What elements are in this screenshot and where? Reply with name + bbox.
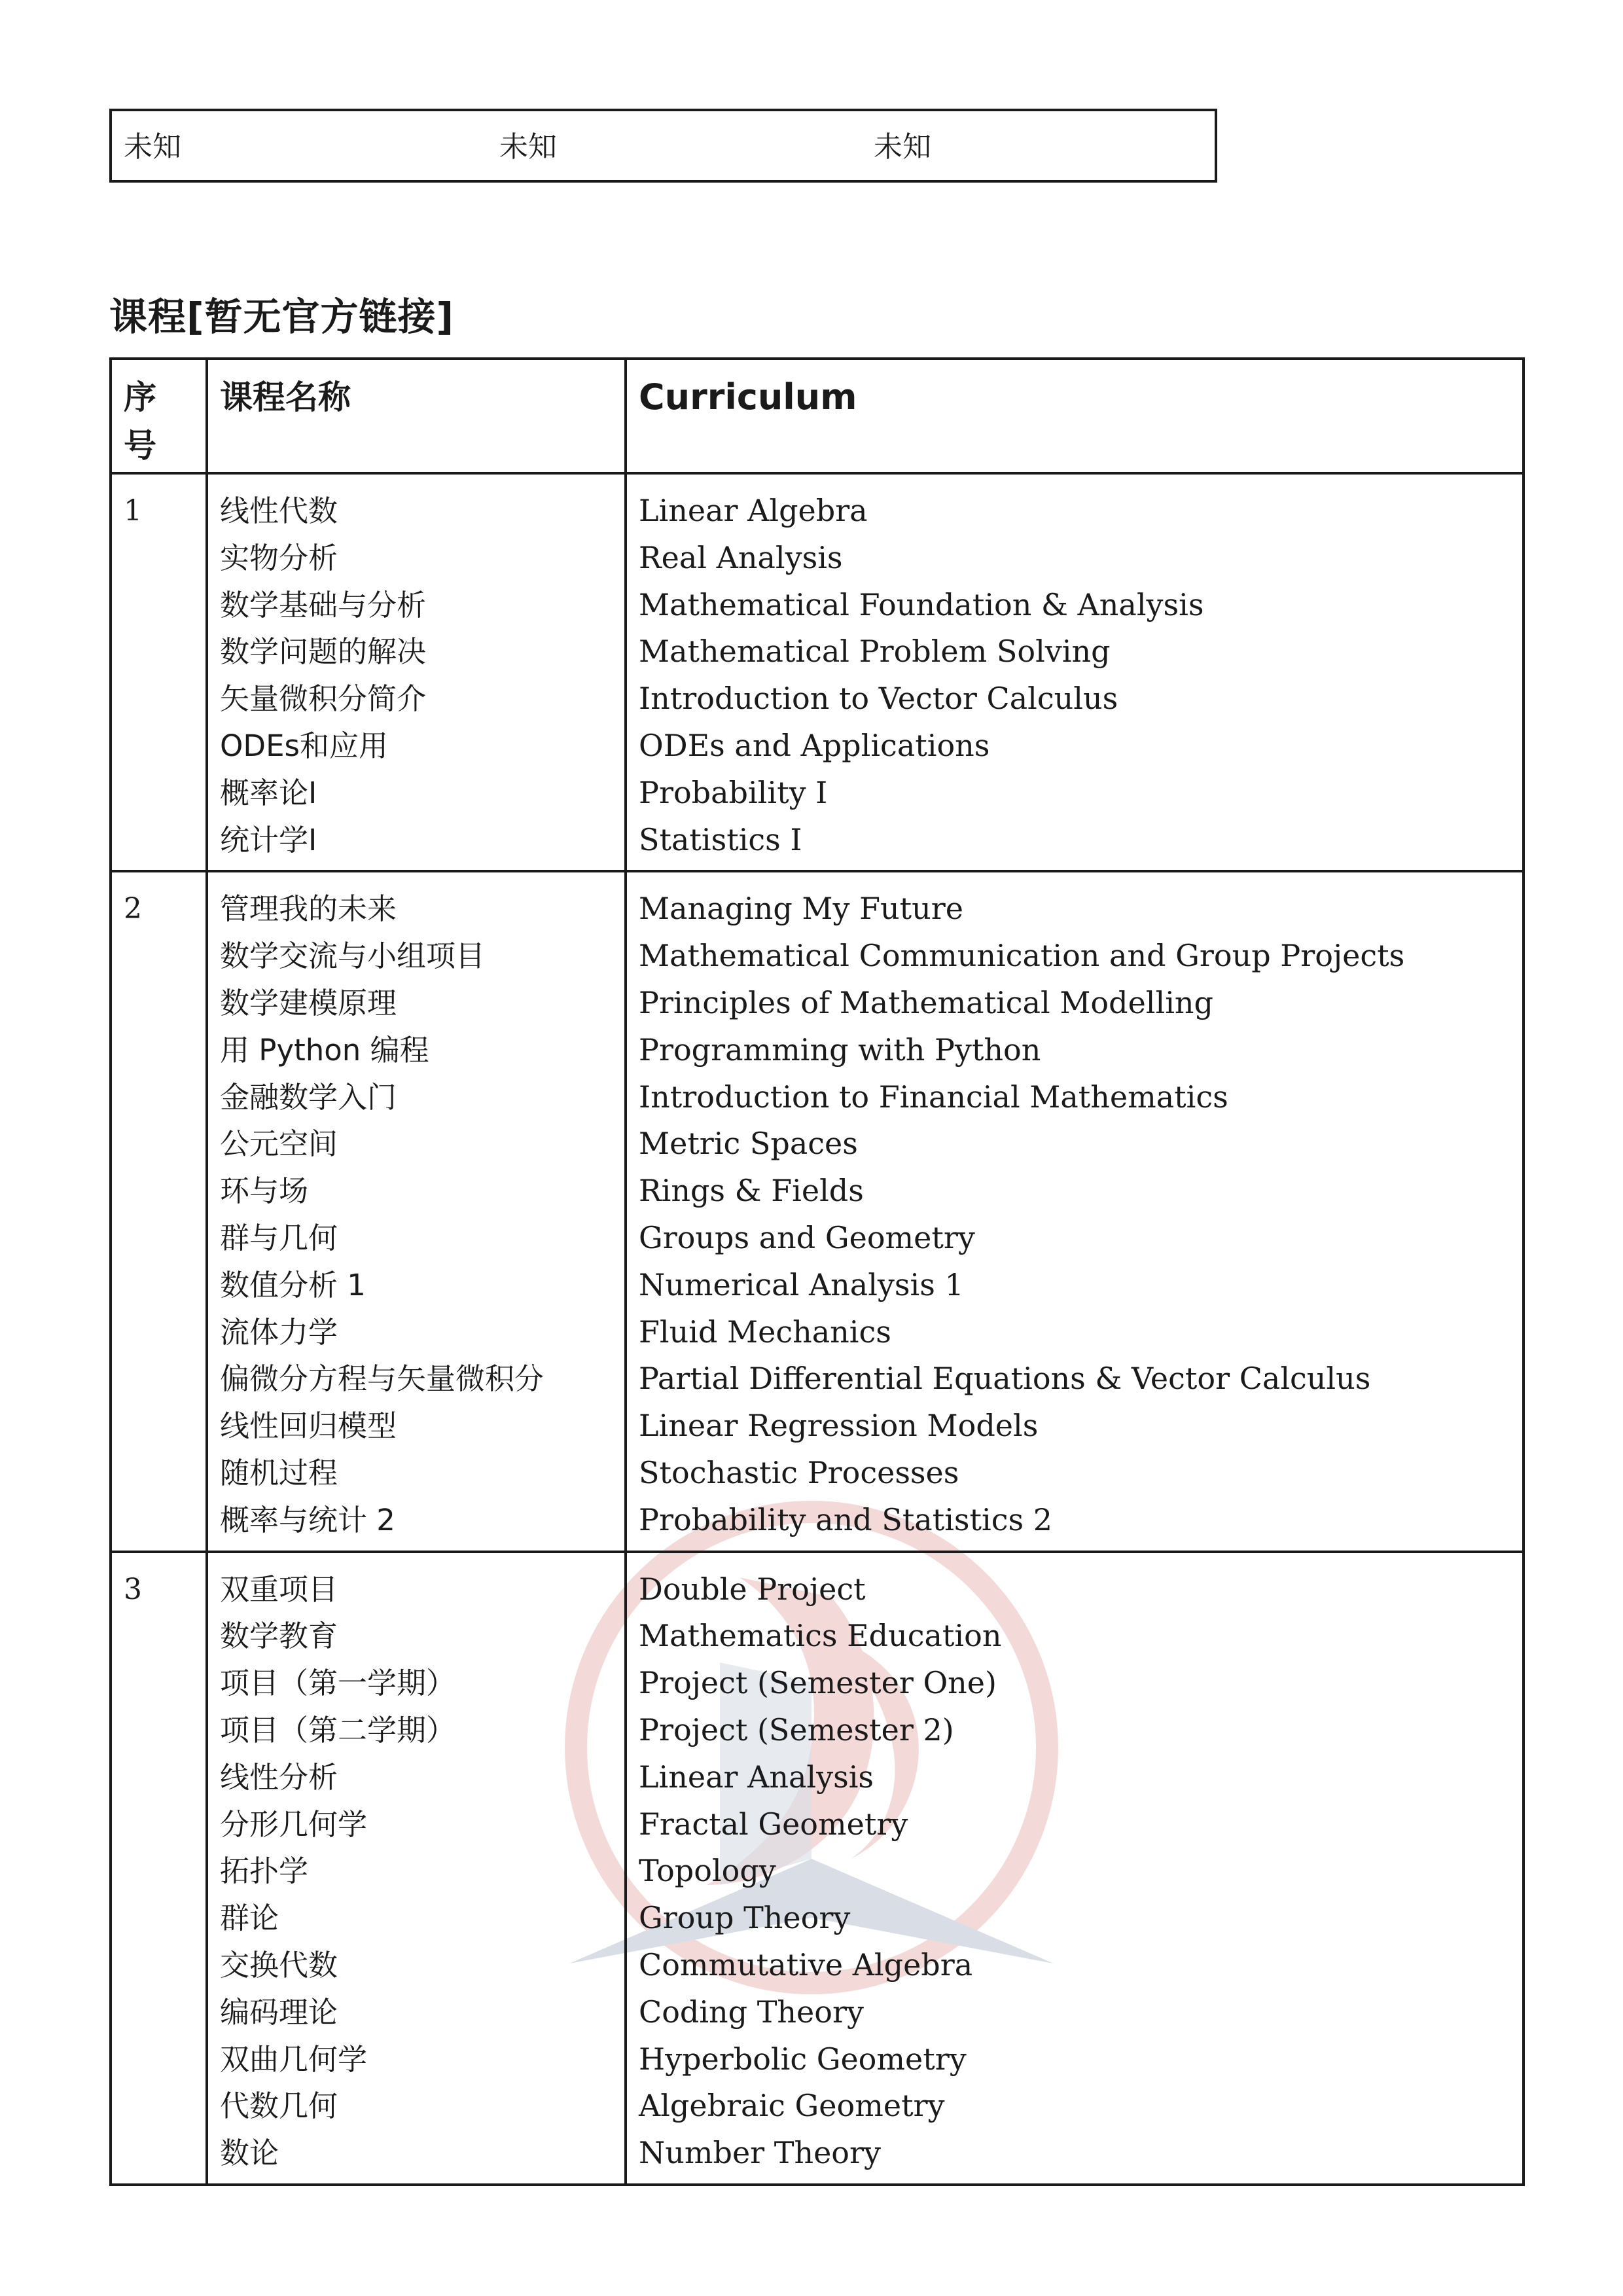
course-name-cn-item: 数学建模原理 <box>220 985 397 1020</box>
course-name-cn-item: 金融数学入门 <box>220 1079 397 1115</box>
table-row <box>111 871 1524 1551</box>
course-name-cn-item: 双曲几何学 <box>220 2041 368 2077</box>
course-name-en-item: Hyperbolic Geometry <box>639 2041 967 2077</box>
course-name-cn-item: 线性分析 <box>220 1759 338 1795</box>
course-name-en-cell <box>626 871 1524 1551</box>
course-name-cn-item: 代数几何 <box>220 2089 338 2124</box>
course-name-en-item: Linear Regression Models <box>639 1408 1039 1444</box>
course-name-cn-item: 随机过程 <box>220 1455 338 1490</box>
row-number: 1 <box>124 494 142 528</box>
header-no-line2: 号 <box>124 427 156 465</box>
course-name-cn-item: 数论 <box>220 2136 279 2171</box>
course-name-cn-item: 线性代数 <box>220 493 338 528</box>
course-name-cn-item: 交换代数 <box>220 1947 338 1982</box>
course-name-cn-item: 概率与统计 2 <box>220 1502 395 1537</box>
course-name-en-item: Group Theory <box>639 1900 851 1936</box>
course-name-cn-item: 拓扑学 <box>220 1854 309 1889</box>
course-name-cn-item: 项目（第二学期） <box>220 1712 456 1748</box>
course-name-cn-item: 双重项目 <box>220 1571 338 1607</box>
course-name-en-item: Mathematical Problem Solving <box>639 634 1111 670</box>
top-info-box <box>109 109 1217 183</box>
course-name-en-item: Probability and Statistics 2 <box>639 1501 1052 1537</box>
top-box-value-3: 未知 <box>874 130 931 164</box>
header-course-name <box>207 359 626 473</box>
course-name-en-item: Managing My Future <box>639 891 964 927</box>
course-name-cn-item: 群论 <box>220 1901 279 1936</box>
course-name-cn-item: 统计学I <box>220 822 317 857</box>
course-name-cn-cell <box>207 473 626 871</box>
course-name-en-item: Commutative Algebra <box>639 1946 973 1982</box>
top-box-value-2: 未知 <box>499 130 557 164</box>
course-name-cn-item: ODEs和应用 <box>220 728 388 763</box>
course-name-en-item: Linear Analysis <box>639 1759 874 1795</box>
course-name-en-item: Programming with Python <box>639 1031 1041 1067</box>
header-curriculum <box>626 359 1524 473</box>
course-name-en-item: Principles of Mathematical Modelling <box>639 984 1213 1020</box>
course-name-cn-item: 公元空间 <box>220 1126 338 1162</box>
row-number-cell <box>111 871 207 1551</box>
course-name-cn-item: 流体力学 <box>220 1314 338 1350</box>
course-name-en-item: Coding Theory <box>639 1994 864 2030</box>
course-table <box>109 357 1525 2186</box>
course-name-en-item: Introduction to Financial Mathematics <box>639 1079 1228 1115</box>
course-name-cn-item: 数学交流与小组项目 <box>220 939 486 974</box>
course-name-en-item: Numerical Analysis 1 <box>639 1266 964 1302</box>
course-name-cn-cell <box>207 1552 626 2185</box>
row-number-cell <box>111 1552 207 2185</box>
course-name-cn-item: 实物分析 <box>220 540 338 575</box>
row-number-cell <box>111 473 207 871</box>
course-name-cn-item: 数学基础与分析 <box>220 587 427 622</box>
header-no <box>111 359 207 473</box>
course-name-en-item: Rings & Fields <box>639 1173 864 1209</box>
course-name-en-item: ODEs and Applications <box>639 727 990 763</box>
course-name-en-item: Partial Differential Equations & Vector Calculus <box>639 1361 1371 1397</box>
header-course-name-text: 课程名称 <box>220 378 351 416</box>
course-name-en-item: Statistics I <box>639 821 802 857</box>
course-name-cn-item: 管理我的未来 <box>220 891 397 927</box>
course-name-cn-item: 用 Python 编程 <box>220 1032 429 1067</box>
course-name-en-item: Metric Spaces <box>639 1126 858 1162</box>
course-name-cn-item: 概率论I <box>220 775 317 810</box>
course-name-en-item: Algebraic Geometry <box>639 2088 945 2124</box>
top-box-value-1: 未知 <box>124 130 181 164</box>
course-name-cn-item: 数值分析 1 <box>220 1267 366 1302</box>
course-name-cn-item: 群与几何 <box>220 1220 338 1255</box>
course-table-body <box>111 473 1524 2185</box>
course-name-en-item: Stochastic Processes <box>639 1454 959 1490</box>
course-name-cn-item: 项目（第一学期） <box>220 1666 456 1701</box>
course-name-en-item: Mathematics Education <box>639 1618 1002 1654</box>
course-name-cn-item: 矢量微积分简介 <box>220 681 427 717</box>
course-name-en-item: Groups and Geometry <box>639 1219 975 1255</box>
header-no-line1: 序 <box>124 378 156 416</box>
header-curriculum-text: Curriculum <box>639 376 857 418</box>
course-name-en-item: Number Theory <box>639 2135 881 2171</box>
course-name-cn-item: 线性回归模型 <box>220 1408 397 1444</box>
course-name-cn-item: 数学教育 <box>220 1619 338 1654</box>
course-name-cn-item: 数学问题的解决 <box>220 634 427 670</box>
course-name-en-item: Project (Semester 2) <box>639 1712 954 1748</box>
course-name-en-item: Probability I <box>639 774 828 810</box>
course-name-en-item: Real Analysis <box>639 539 843 575</box>
table-header-row <box>111 359 1524 473</box>
course-name-en-item: Topology <box>639 1853 776 1889</box>
course-name-cn-item: 偏微分方程与矢量微积分 <box>220 1361 544 1397</box>
course-name-en-cell <box>626 473 1524 871</box>
course-name-cn-item: 环与场 <box>220 1174 309 1209</box>
course-name-en-item: Linear Algebra <box>639 493 868 528</box>
table-row <box>111 473 1524 871</box>
row-number: 2 <box>124 892 142 926</box>
course-name-en-item: Mathematical Foundation & Analysis <box>639 586 1204 622</box>
section-title: 课程[暂无官方链接] <box>109 295 455 339</box>
course-name-en-item: Project (Semester One) <box>639 1665 997 1701</box>
course-name-en-item: Mathematical Communication and Group Projects <box>639 938 1405 974</box>
course-name-en-item: Introduction to Vector Calculus <box>639 681 1118 717</box>
course-name-en-item: Fluid Mechanics <box>639 1314 891 1350</box>
course-name-cn-cell <box>207 871 626 1551</box>
course-name-cn-item: 编码理论 <box>220 1994 338 2030</box>
course-name-en-item: Fractal Geometry <box>639 1806 908 1842</box>
course-name-en-cell <box>626 1552 1524 2185</box>
course-name-cn-item: 分形几何学 <box>220 1806 368 1842</box>
table-row <box>111 1552 1524 2185</box>
course-name-en-item: Double Project <box>639 1571 866 1607</box>
row-number: 3 <box>124 1572 142 1606</box>
